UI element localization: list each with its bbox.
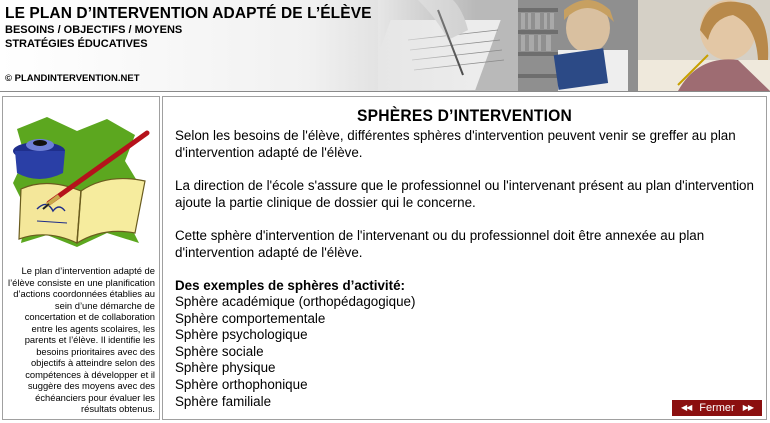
page-header bbox=[0, 0, 770, 92]
examples-title: Des exemples de sphères d’activité: bbox=[175, 278, 405, 293]
main-content bbox=[175, 127, 760, 410]
paragraph: La direction de l'école s'assure que le professionnel ou l'intervenant présent au plan d'intervention ajoute la partie clinique de dossier qui le concerne. bbox=[175, 178, 754, 210]
list-item: Sphère académique (orthopédagogique) bbox=[175, 294, 416, 309]
list-item: Sphère physique bbox=[175, 360, 276, 376]
sidebar-description: Le plan d’intervention adapté de l’élève consiste en une planification d’actions coordonnées établies au sein d’une démarche de concertation et de collaboration entre les agents scolaires, les parents et l’élève. Il identifie les besoins prioritaires avec des objectifs à atteindre selon des compétences à développer et il suggère des moyens avec des échéanciers pour évaluer les résultats obtenus. bbox=[8, 265, 155, 414]
paragraph: Cette sphère d'intervention de l'intervenant ou du professionnel doit être annexée au plan d'intervention adapté de l'élève. bbox=[175, 228, 705, 260]
spheres-list bbox=[175, 294, 760, 410]
list-item: Sphère sociale bbox=[175, 343, 264, 359]
list-item: Sphère psychologique bbox=[175, 327, 308, 343]
main-panel bbox=[162, 96, 767, 420]
double-left-arrow-icon: ◀◀ bbox=[680, 403, 692, 412]
ink-pen-notebook-icon bbox=[7, 111, 155, 251]
list-item: Sphère comportementale bbox=[175, 310, 326, 326]
double-right-arrow-icon: ▶▶ bbox=[742, 403, 754, 412]
close-button-label: Fermer bbox=[699, 402, 735, 414]
sidebar-panel bbox=[2, 96, 160, 420]
site-subtitle-strategies: STRATÉGIES ÉDUCATIVES bbox=[5, 38, 148, 50]
paragraph: Selon les besoins de l'élève, différentes sphères d'intervention peuvent venir se greffer au plan d'intervention adapté de l'élève. bbox=[175, 128, 736, 160]
page-heading: SPHÈRES D’INTERVENTION bbox=[357, 106, 572, 125]
close-button[interactable] bbox=[672, 400, 762, 416]
copyright-text: © PLANDINTERVENTION.NET bbox=[5, 73, 140, 84]
list-item: Sphère familiale bbox=[175, 393, 272, 409]
header-photo-collage bbox=[378, 0, 770, 91]
site-subtitle-needs: BESOINS / OBJECTIFS / MOYENS bbox=[5, 24, 183, 36]
site-title: LE PLAN D’INTERVENTION ADAPTÉ DE L’ÉLÈVE bbox=[5, 5, 372, 22]
list-item: Sphère orthophonique bbox=[175, 376, 308, 392]
